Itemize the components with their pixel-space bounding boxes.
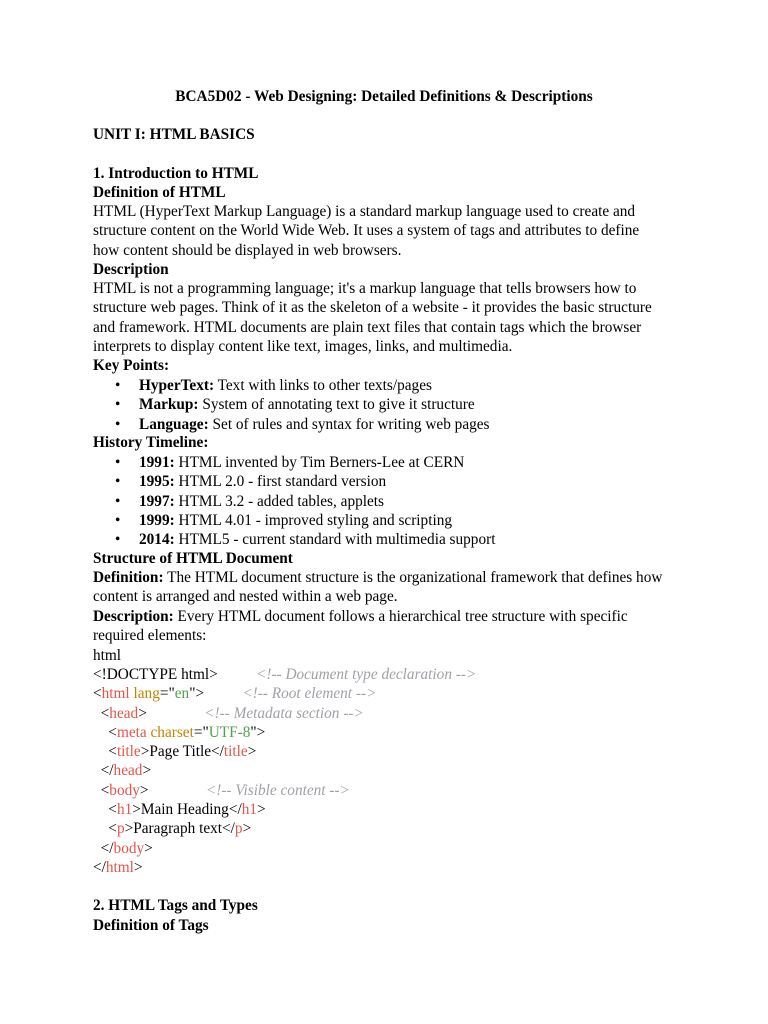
- list-year: 1991:: [139, 454, 175, 471]
- code-comment: <!-- Metadata section -->: [204, 704, 364, 722]
- code-line-body-close: </body>: [100, 839, 153, 857]
- code-comment: <!-- Root element -->: [242, 685, 377, 703]
- bullet-icon: •: [115, 531, 121, 549]
- list-item: [93, 376, 693, 395]
- list-text: HTML 3.2 - added tables, applets: [174, 492, 384, 510]
- description-heading: Description: [93, 261, 169, 278]
- text-line: HTML (HyperText Markup Language) is a standard markup language used to create and: [93, 203, 636, 220]
- text-line: how content should be displayed in web browsers.: [93, 241, 402, 259]
- list-term: Language:: [139, 415, 209, 433]
- text-line: and framework. HTML documents are plain text files that contain tags which the browser: [93, 318, 642, 336]
- text-line: structure content on the World Wide Web. It uses a system of tags and attributes to define: [93, 222, 640, 240]
- definition-paragraph: [93, 202, 693, 260]
- list-item: [93, 472, 693, 491]
- section-heading-tags: 2. HTML Tags and Types: [93, 897, 258, 914]
- text-line: structure web pages. Think of it as the skeleton of a website - it provides the basic structure: [93, 299, 652, 317]
- key-points-list: [93, 376, 693, 434]
- list-text: HTML invented by Tim Berners-Lee at CERN: [174, 454, 465, 471]
- text-line: The HTML document structure is the organizational framework that defines how: [163, 569, 663, 586]
- code-line-meta: <meta charset="UTF-8">: [108, 723, 266, 741]
- list-year: 1997:: [139, 492, 175, 510]
- definition-heading: Definition of HTML: [93, 184, 226, 201]
- document-title: BCA5D02 - Web Designing: Detailed Definitions & Descriptions: [175, 88, 593, 105]
- code-line-head-close: </head>: [100, 762, 152, 780]
- description-label: Description:: [93, 608, 174, 625]
- code-comment: <!-- Document type declaration -->: [256, 666, 477, 683]
- text-line: interprets to display content like text, images, links, and multimedia.: [93, 337, 513, 355]
- description-paragraph: [93, 279, 693, 356]
- text-line: required elements:: [93, 627, 207, 645]
- list-text: HTML5 - current standard with multimedia support: [174, 531, 496, 549]
- list-item: [93, 492, 693, 511]
- list-text: Text with links to other texts/pages: [214, 377, 432, 394]
- code-line-doctype: <!DOCTYPE html> <!-- Document type declaration -->: [93, 666, 477, 683]
- code-language-label: html: [93, 647, 122, 664]
- code-line-html-close: </html>: [93, 858, 143, 876]
- bullet-icon: •: [115, 511, 121, 529]
- bullet-icon: •: [115, 492, 121, 510]
- bullet-icon: •: [115, 396, 121, 414]
- bullet-icon: •: [115, 415, 121, 433]
- text-line: HTML is not a programming language; it's a markup language that tells browsers how to: [93, 280, 637, 297]
- list-text: System of annotating text to give it structure: [198, 396, 475, 414]
- list-year: 2014:: [139, 531, 175, 549]
- code-comment: <!-- Visible content -->: [205, 781, 350, 799]
- list-text: HTML 2.0 - first standard version: [174, 473, 387, 491]
- text-line: Every HTML document follows a hierarchical tree structure with specific: [173, 608, 628, 625]
- list-term: HyperText:: [139, 377, 215, 394]
- code-line-title: <title>Page Title</title>: [108, 743, 257, 761]
- code-line-body-open: <body> <!-- Visible content -->: [100, 781, 350, 799]
- structure-heading: Structure of HTML Document: [93, 550, 293, 567]
- list-item: [93, 511, 693, 530]
- code-line-head-open: <head> <!-- Metadata section -->: [100, 704, 364, 722]
- list-year: 1995:: [139, 473, 175, 491]
- definition-label: Definition:: [93, 569, 164, 586]
- structure-description: [93, 607, 693, 646]
- list-year: 1999:: [139, 511, 175, 529]
- list-term: Markup:: [139, 396, 199, 414]
- list-text: HTML 4.01 - improved styling and scripting: [174, 511, 452, 529]
- key-points-heading: Key Points:: [93, 357, 170, 374]
- list-item: [93, 415, 693, 434]
- text-line: content is arranged and nested within a web page.: [93, 588, 398, 606]
- list-item: [93, 453, 693, 472]
- bullet-icon: •: [115, 473, 121, 491]
- unit-heading: UNIT I: HTML BASICS: [93, 126, 255, 143]
- history-heading: History Timeline:: [93, 434, 209, 451]
- bullet-icon: •: [115, 454, 121, 471]
- code-block: [93, 665, 693, 877]
- section-heading-intro: 1. Introduction to HTML: [93, 165, 259, 182]
- code-line-p: <p>Paragraph text</p>: [108, 820, 252, 838]
- list-item: [93, 395, 693, 414]
- list-item: [93, 530, 693, 549]
- definition-heading-tags: Definition of Tags: [93, 917, 209, 934]
- structure-definition: [93, 568, 693, 607]
- list-text: Set of rules and syntax for writing web pages: [208, 415, 490, 433]
- code-line-h1: <h1>Main Heading</h1>: [108, 801, 266, 819]
- bullet-icon: •: [115, 377, 121, 394]
- code-line-html-open: <html lang="en"> <!-- Root element -->: [93, 685, 377, 703]
- history-list: [93, 453, 693, 549]
